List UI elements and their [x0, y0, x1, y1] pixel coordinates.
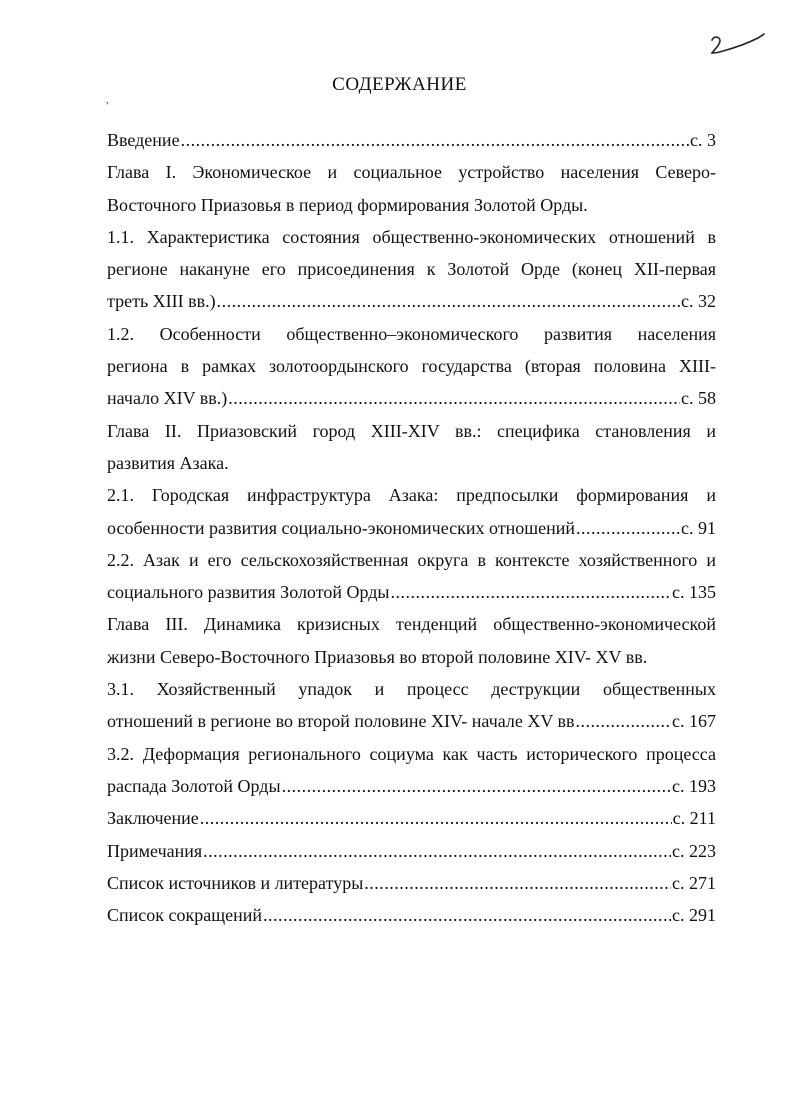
dot-leader — [576, 705, 671, 737]
toc-label: Список сокращений — [107, 905, 262, 926]
dot-leader — [390, 576, 671, 608]
dot-leader — [282, 770, 671, 802]
dot-leader — [364, 867, 671, 899]
dot-leader — [217, 285, 680, 317]
dot-leader — [181, 124, 689, 156]
toc-text-line: жизни Северо-Восточного Приазовья во второй половине XIV- XV вв. — [107, 646, 648, 667]
toc-entry-section-1-2 — [107, 318, 716, 415]
toc-page-ref: с. 167 — [672, 711, 716, 732]
stray-mark: , — [106, 95, 109, 106]
toc-text-line: региона в рамках золотоордынского государства (вторая половина XIII- — [107, 356, 716, 377]
toc-text-line: 1.2. Особенности общественно–экономического развития населения — [107, 323, 716, 344]
toc-entry-section-3-1 — [107, 673, 716, 738]
toc-entry-section-1-1 — [107, 221, 716, 318]
toc-text-line: 3.2. Деформация регионального социума как часть исторического процесса — [107, 743, 716, 764]
toc-text-line: Глава III. Динамика кризисных тенденций общественно-экономической — [107, 614, 716, 635]
table-of-contents — [107, 124, 716, 931]
toc-label: особенности развития социально-экономических отношений — [107, 517, 576, 538]
toc-label: начало XIV вв.) — [107, 388, 228, 409]
toc-label: социального развития Золотой Орды — [107, 582, 390, 603]
toc-text-line: 2.1. Городская инфраструктура Азака: предпосылки формирования и — [107, 485, 716, 506]
toc-page-ref: с. 271 — [672, 872, 716, 893]
dot-leader — [203, 835, 671, 867]
toc-page-ref: с. 58 — [681, 388, 716, 409]
toc-label: треть XIII вв.) — [107, 291, 216, 312]
toc-page-ref: с. 135 — [672, 582, 716, 603]
toc-page-ref: с. 291 — [672, 905, 716, 926]
toc-label: распада Золотой Орды — [107, 775, 281, 796]
handwritten-mark-icon — [700, 24, 770, 64]
toc-page-ref: с. 193 — [672, 775, 716, 796]
toc-entry-abbreviations — [107, 899, 716, 931]
toc-text-line: Глава II. Приазовский город XIII-XIV вв.: специфика становления и — [107, 420, 716, 441]
toc-entry-section-2-1 — [107, 479, 716, 544]
dot-leader — [200, 802, 672, 834]
toc-page-ref: с. 91 — [681, 517, 716, 538]
toc-entry-section-2-2 — [107, 544, 716, 609]
toc-text-line: 3.1. Хозяйственный упадок и процесс деструкции общественных — [107, 679, 716, 700]
toc-label: Заключение — [107, 808, 199, 829]
toc-entry-conclusion — [107, 802, 716, 834]
toc-entry-chapter-2 — [107, 415, 716, 480]
handwritten-page-number — [700, 24, 770, 64]
dot-leader — [228, 382, 680, 414]
toc-page-ref: с. 3 — [690, 130, 716, 150]
page-title: СОДЕРЖАНИЕ — [332, 74, 467, 95]
toc-label: Список источников и литературы — [107, 872, 364, 893]
toc-page-ref: с. 32 — [681, 291, 716, 312]
toc-text-line: регионе накануне его присоединения к Золотой Орде (конец XII-первая — [107, 259, 716, 280]
toc-entry-section-3-2 — [107, 738, 716, 803]
toc-entry-sources — [107, 867, 716, 899]
toc-label: Примечания — [107, 840, 203, 861]
toc-text-line: развития Азака. — [107, 452, 229, 473]
toc-label: отношений в регионе во второй половине XIV- начале XV вв — [107, 711, 575, 732]
dot-leader — [576, 512, 680, 544]
toc-entry-chapter-1 — [107, 156, 716, 221]
dot-leader — [263, 899, 671, 931]
toc-entry-notes — [107, 835, 716, 867]
toc-text-line: 1.1. Характеристика состояния общественно-экономических отношений в — [107, 226, 716, 247]
toc-label: Введение — [107, 130, 180, 150]
toc-text-line: Глава I. Экономическое и социальное устройство населения Северо- — [107, 162, 716, 183]
toc-page-ref: с. 223 — [672, 840, 716, 861]
toc-text-line: Восточного Приазовья в период формирования Золотой Орды. — [107, 194, 588, 215]
toc-entry-chapter-3 — [107, 608, 716, 673]
toc-page-ref: с. 211 — [672, 808, 716, 829]
toc-entry-introduction — [107, 124, 716, 156]
toc-text-line: 2.2. Азак и его сельскохозяйственная округа в контексте хозяйственного и — [107, 549, 716, 570]
